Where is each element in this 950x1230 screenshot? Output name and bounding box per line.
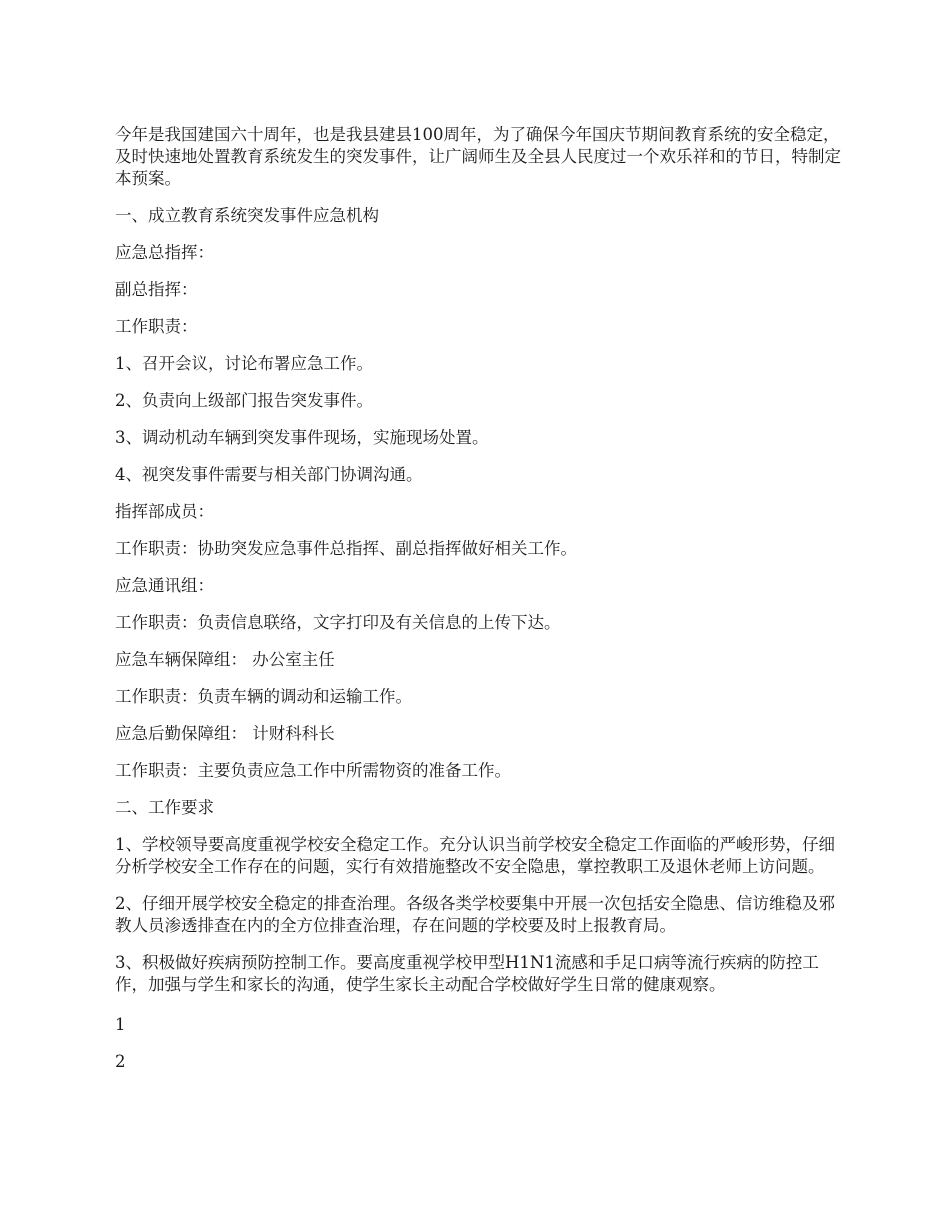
vehicle-group-duties: 工作职责：负责车辆的调动和运输工作。 — [115, 687, 412, 706]
requirement-2: 2、仔细开展学校安全稳定的排查治理。各级各类学校要集中开展一次包括安全隐患、信访维稳及邪教人员渗透排查在内的全方位排查治理，存在问题的学校要及时上报教育局。 — [115, 894, 835, 935]
list-number-2: 2 — [115, 1052, 126, 1071]
duty-item-1: 1、召开会议，讨论布署应急工作。 — [115, 354, 373, 373]
chief-commander-line: 应急总指挥： — [115, 243, 214, 262]
command-members-line: 指挥部成员： — [115, 502, 214, 521]
requirement-1: 1、学校领导要高度重视学校安全稳定工作。充分认识当前学校安全稳定工作面临的严峻形势，仔细分析学校安全工作存在的问题，实行有效措施整改不安全隐患，掌控教职工及退休老师上访问题。 — [115, 835, 835, 876]
requirement-3: 3、积极做好疾病预防控制工作。要高度重视学校甲型H1N1流感和手足口病等流行疾病的防控工作，加强与学生和家长的沟通，使学生家长主动配合学校做好学生日常的健康观察。 — [115, 953, 819, 994]
duty-item-2: 2、负责向上级部门报告突发事件。 — [115, 391, 373, 410]
command-members-duties: 工作职责：协助突发应急事件总指挥、副总指挥做好相关工作。 — [115, 539, 577, 558]
vehicle-group-line: 应急车辆保障组： 办公室主任 — [115, 650, 335, 669]
section-heading-2: 二、工作要求 — [115, 798, 214, 817]
intro-paragraph: 今年是我国建国六十周年，也是我县建县100周年，为了确保今年国庆节期间教育系统的安全稳定，及时快速地处置教育系统发生的突发事件，让广阔师生及全县人民度过一个欢乐祥和的节日，特制定本预案。 — [115, 125, 841, 188]
duty-item-3: 3、调动机动车辆到突发事件现场，实施现场处置。 — [115, 428, 489, 447]
logistics-group-line: 应急后勤保障组： 计财科科长 — [115, 724, 335, 743]
communication-group-line: 应急通讯组： — [115, 576, 214, 595]
logistics-group-duties: 工作职责：主要负责应急工作中所需物资的准备工作。 — [115, 761, 511, 780]
document-body — [115, 124, 845, 1088]
list-number-1: 1 — [115, 1015, 126, 1034]
duty-item-4: 4、视突发事件需要与相关部门协调沟通。 — [115, 465, 423, 484]
communication-group-duties: 工作职责：负责信息联络，文字打印及有关信息的上传下达。 — [115, 613, 561, 632]
deputy-commander-line: 副总指挥： — [115, 280, 198, 299]
duties-label: 工作职责： — [115, 317, 198, 336]
section-heading-1: 一、成立教育系统突发事件应急机构 — [115, 206, 379, 225]
